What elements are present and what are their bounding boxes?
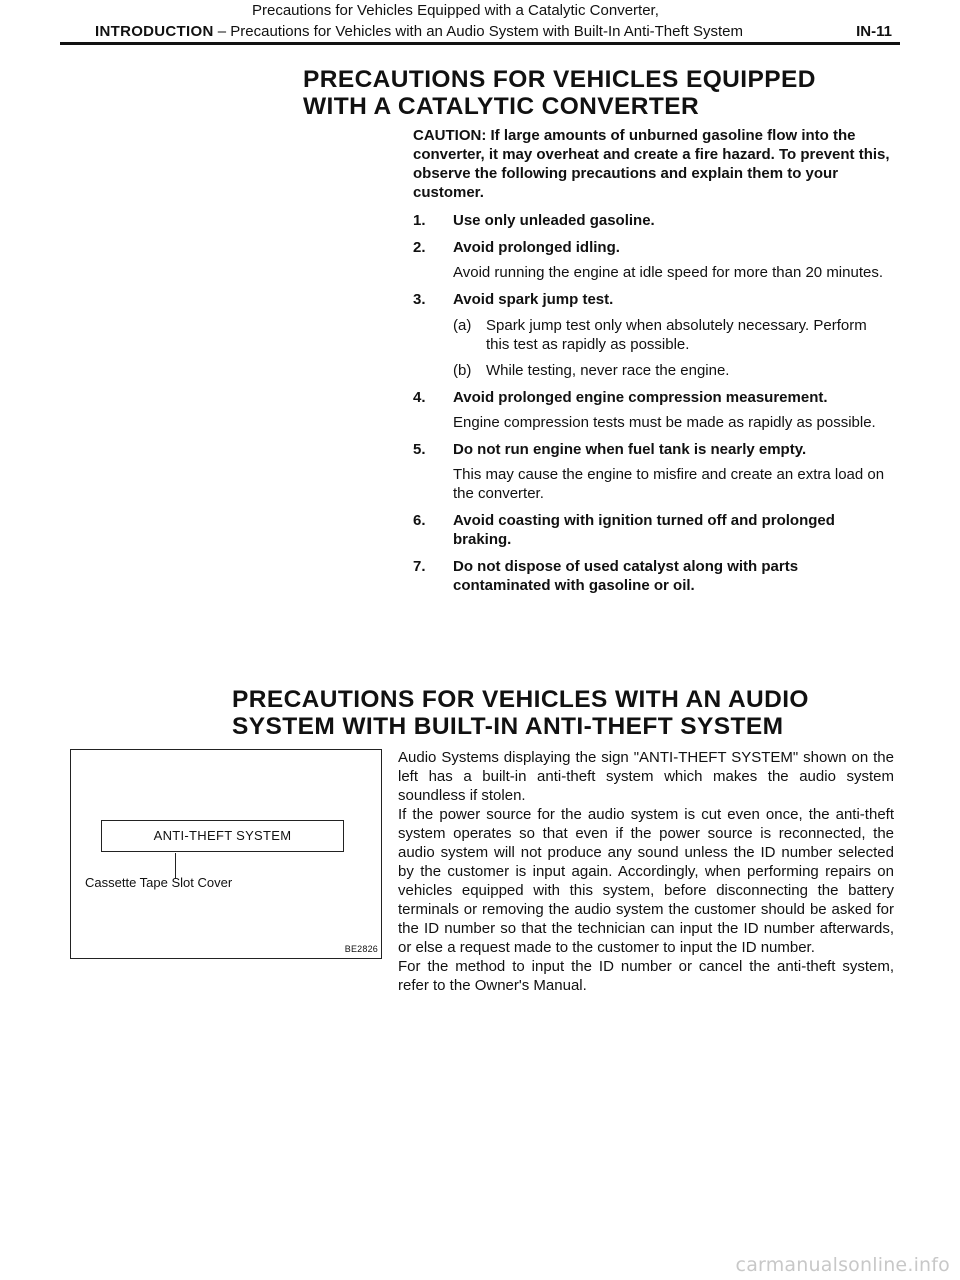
sub-item-b [453, 361, 893, 380]
antitheft-sign-box: ANTI-THEFT SYSTEM [101, 820, 344, 852]
catalytic-title-line2: WITH A CATALYTIC CONVERTER [303, 93, 700, 120]
figure-code: BE2826 [344, 944, 378, 954]
catalytic-body [413, 126, 893, 603]
header-line1: Precautions for Vehicles Equipped with a Catalytic Converter, [252, 2, 659, 19]
page-number: IN-11 [856, 23, 892, 40]
figure-caption: Cassette Tape Slot Cover [85, 875, 233, 890]
item-description: Avoid running the engine at idle speed for more than 20 minutes. [453, 264, 884, 281]
sub-item-label: (b) [453, 362, 472, 379]
item-number: 4. [413, 389, 426, 406]
sub-item-text: While testing, never race the engine. [486, 362, 730, 379]
catalytic-title [303, 66, 903, 120]
item-number: 7. [413, 558, 426, 575]
item-description: Engine compression tests must be made as rapidly as possible. [453, 414, 876, 431]
precaution-item-3 [413, 290, 893, 380]
item-heading: Avoid prolonged idling. [453, 239, 620, 256]
antitheft-title-line1: PRECAUTIONS FOR VEHICLES WITH AN AUDIO [232, 686, 809, 713]
watermark: carmanualsonline.info [735, 1254, 950, 1276]
item-heading: Avoid prolonged engine compression measurement. [453, 389, 828, 406]
header-section: INTRODUCTION [95, 23, 214, 40]
item-number: 5. [413, 441, 426, 458]
precaution-item-1 [413, 211, 893, 230]
antitheft-paragraph-1: Audio Systems displaying the sign "ANTI-THEFT SYSTEM" shown on the left has a built-in anti-theft system which makes the audio system soundless if stolen. [398, 749, 894, 804]
item-heading: Avoid coasting with ignition turned off and prolonged braking. [453, 512, 835, 548]
sub-item-label: (a) [453, 317, 472, 334]
precaution-item-2 [413, 238, 893, 282]
caution-text: CAUTION: If large amounts of unburned gasoline flow into the converter, it may overheat and create a fire hazard. To prevent this, observe the following precautions and explain them to your customer. [413, 127, 890, 201]
item-number: 2. [413, 239, 426, 256]
sub-item-text: Spark jump test only when absolutely necessary. Perform this test as rapidly as possible. [486, 317, 867, 353]
header-subtitle: – Precautions for Vehicles with an Audio System with Built-In Anti-Theft System [213, 23, 744, 40]
precaution-item-5 [413, 440, 893, 503]
antitheft-title [232, 686, 912, 740]
header-line2 [95, 23, 743, 41]
item-heading: Avoid spark jump test. [453, 291, 614, 308]
antitheft-title-line2: SYSTEM WITH BUILT-IN ANTI-THEFT SYSTEM [232, 713, 784, 740]
antitheft-paragraph-2: If the power source for the audio system is cut even once, the anti-theft system operates so that even if the power source is reconnected, the audio system will not produce any sound unless the ID number selected by the customer is input again. Accordingly, when performing repairs on vehicles equipped with this system, before disconnecting the battery terminals or removing the audio system the customer should be asked for the ID number so that the technician can input the ID number afterwards, or else a request made to the customer to input the ID number. [398, 806, 894, 956]
item-number: 3. [413, 291, 426, 308]
precaution-item-7 [413, 557, 893, 595]
precaution-item-4 [413, 388, 893, 432]
header-rule [60, 42, 900, 45]
item-number: 6. [413, 512, 426, 529]
item-description: This may cause the engine to misfire and create an extra load on the converter. [453, 466, 885, 502]
item-heading: Do not dispose of used catalyst along with parts contaminated with gasoline or oil. [453, 558, 799, 594]
item-number: 1. [413, 212, 426, 229]
antitheft-figure [70, 749, 382, 959]
precaution-item-6 [413, 511, 893, 549]
sub-item-a [453, 316, 893, 354]
catalytic-title-line1: PRECAUTIONS FOR VEHICLES EQUIPPED [303, 66, 816, 93]
item-heading: Do not run engine when fuel tank is nearly empty. [453, 441, 807, 458]
antitheft-body [398, 748, 894, 995]
item-heading: Use only unleaded gasoline. [453, 212, 655, 229]
antitheft-paragraph-3: For the method to input the ID number or cancel the anti-theft system, refer to the Owner's Manual. [398, 958, 894, 994]
